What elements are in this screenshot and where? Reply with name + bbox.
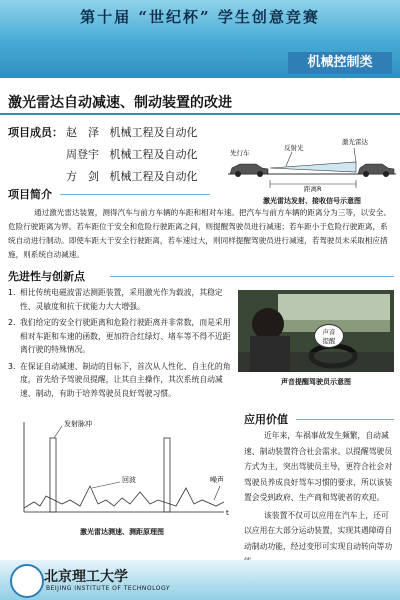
noise-label: 噪声 [210,476,224,484]
member-row [8,144,198,166]
application-heading-line [296,419,394,420]
front-car-label: 先行车 [230,149,250,157]
radar-signal-diagram [226,130,398,192]
laser-beam-shape [270,162,356,172]
advantages-list [8,286,234,403]
pulse-label: 发射脉冲 [64,420,92,428]
university-logo-icon [10,564,44,598]
principle-caption: 激光雷达测速、测距原理图 [80,528,164,536]
advantage-item [8,360,234,401]
competition-title: 第十届 “世纪杯” 学生创意竞赛 [80,8,320,26]
driver-photo [238,290,394,372]
application-paragraph: 近年来，车祸事故发生频繁，自动减速、制动装置符合社会需求。以提醒驾驶员方式为主，突出驾驶员主导，更符合社会对驾驶员养成良好驾车习惯的要求，所以该装置会受到政府、生产商和驾驶者的欢迎。 [244,431,393,502]
noise-pointer [214,486,220,500]
category-tab: 机械控制类 [288,52,392,74]
advantage-text: 我们给定的安全行驶距离和危险行驶距离并非常数，而是采用相对车距和车速的函数，更加符合红绿灯、堵车等不得不近距离行驶的特殊情况。 [20,318,231,354]
application-paragraph: 该装置不仅可以应用在汽车上，还可以应用在大部分运动装置，实现其遇障碍自动制动功能，经过变形可实现自动转向等功 [244,510,393,551]
laser-pointer [354,148,356,162]
time-label: t [226,509,229,517]
radar-diagram-caption: 激光雷达发射、接收信号示意图 [263,197,361,205]
voice-bubble: 声音 提醒 [314,324,344,348]
member-major: 机械工程及自动化 [109,126,198,139]
advantage-item [8,286,234,313]
members-label: 项目成员： [8,126,63,139]
pulse-2 [164,438,170,512]
echo-pointer [92,482,120,488]
advantage-text: 在保证自动减速、制动的目标下，首次从人性化、自主化的角度，首先给予驾驶员提醒，让其自主操作，其次系统自动减速、制动，有助于培养驾驶员良好驾驶习惯。 [20,361,231,398]
photo-caption: 声音提醒驾驶员示意图 [281,378,351,386]
advantage-item [8,316,234,357]
title-underline [0,113,400,115]
reflect-pointer [286,152,292,166]
advantage-text: 相比传统电磁波雷达测距装置，采用激光作为载波，其稳定性、灵敏度和抗干扰能力大大增强。 [20,288,223,311]
advantages-heading-line [110,276,394,277]
laser-label: 激光雷达 [342,138,368,146]
echo-waveform [24,486,224,508]
application-heading: 应用价值 [244,413,288,426]
university-name: 北京理工大学 [44,569,128,585]
rear-car-icon [358,164,394,177]
member-name: 方 剑 [66,170,99,183]
member-name: 赵 泽 [66,126,99,139]
project-title: 激光雷达自动减速、制动装置的改进 [8,95,232,111]
echo-label: 回波 [122,476,136,484]
item-number: 1. [8,288,16,297]
reflect-label: 反射光 [284,144,304,152]
item-number: 2. [8,318,16,327]
members-block [8,122,198,188]
member-row [8,122,198,144]
member-major: 机械工程及自动化 [109,170,198,183]
member-major: 机械工程及自动化 [109,148,198,161]
application-text [244,428,394,572]
member-name: 周登宇 [66,148,99,161]
university-name-en: BEIJING INSTITUTE OF TECHNOLOGY [46,585,170,592]
intro-heading-line [60,194,210,195]
distance-label: 距离R [304,185,322,192]
advantages-heading: 先进性与创新点 [8,270,85,283]
front-car-icon [230,164,268,177]
intro-heading: 项目简介 [8,188,52,201]
pulse-pointer [54,426,62,438]
principle-diagram [10,416,234,522]
intro-text: 通过激光雷达装置，测得汽车与前方车辆的车距和相对车速。把汽车与前方车辆的距离分为三等，以安全、危险行驶距离为界。若车距位于安全和危险行驶距离之间，则提醒驾驶员进行减速；若车距小于危险行驶距离，系统自动进行制动。即使车距大于安全行驶距离，若车速过大，则同样提醒驾驶员进行减速，若驾驶员未采取相应措施，则系统自动减速。 [8,208,391,259]
item-number: 3. [8,361,16,371]
member-row [8,166,198,188]
